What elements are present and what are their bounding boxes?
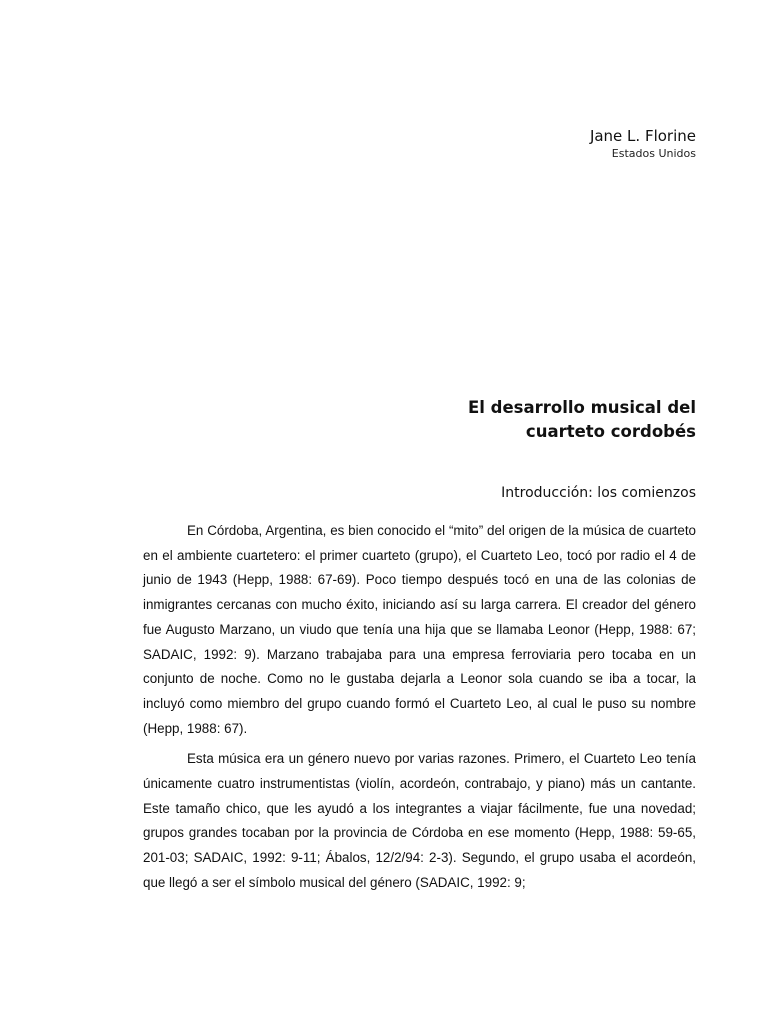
section-heading: Introducción: los comienzos [501,485,696,501]
author-block [590,126,696,162]
paragraph-1: En Córdoba, Argentina, es bien conocido el “mito” del origen de la música de cuarteto en el ambiente cuartetero: el primer cuarteto (grupo), el Cuarteto Leo, tocó por radio el 4 de junio de 1943 (Hepp, 1988: 67-69). Poco tiempo después tocó en una de las colonias de inmigrantes cercanas con mucho éxito, iniciando así su larga carrera. El creador del género fue Augusto Marzano, un viudo que tenía una hija que se llamaba Leonor (Hepp, 1988: 67; SADAIC, 1992: 9). Marzano trabajaba para una empresa ferroviaria pero tocaba en un conjunto de noche. Como no le gustaba dejarla a Leonor sola cuando se iba a tocar, la incluyó como miembro del grupo cuando formó el Cuarteto Leo, al cual le puso su nombre (Hepp, 1988: 67). [143,523,696,736]
author-country: Estados Unidos [611,147,696,160]
author-name: Jane L. Florine [589,127,696,145]
paragraph-2: Esta música era un género nuevo por varias razones. Primero, el Cuarteto Leo tenía únicamente cuatro instrumentistas (violín, acordeón, contrabajo, y piano) más un cantante. Este tamaño chico, que les ayudó a los integrantes a viajar fácilmente, fue una novedad; grupos grandes tocaban por la provincia de Córdoba en ese momento (Hepp, 1988: 59-65, 201-03; SADAIC, 1992: 9-11; Ábalos, 12/2/94: 2-3). Segundo, el grupo usaba el acordeón, que llegó a ser el símbolo musical del género (SADAIC, 1992: 9; [143,751,696,890]
title-line-2: cuarteto cordobés [525,422,696,441]
article-title [468,396,696,444]
body-text [143,519,696,902]
title-line-1: El desarrollo musical del [467,398,696,417]
